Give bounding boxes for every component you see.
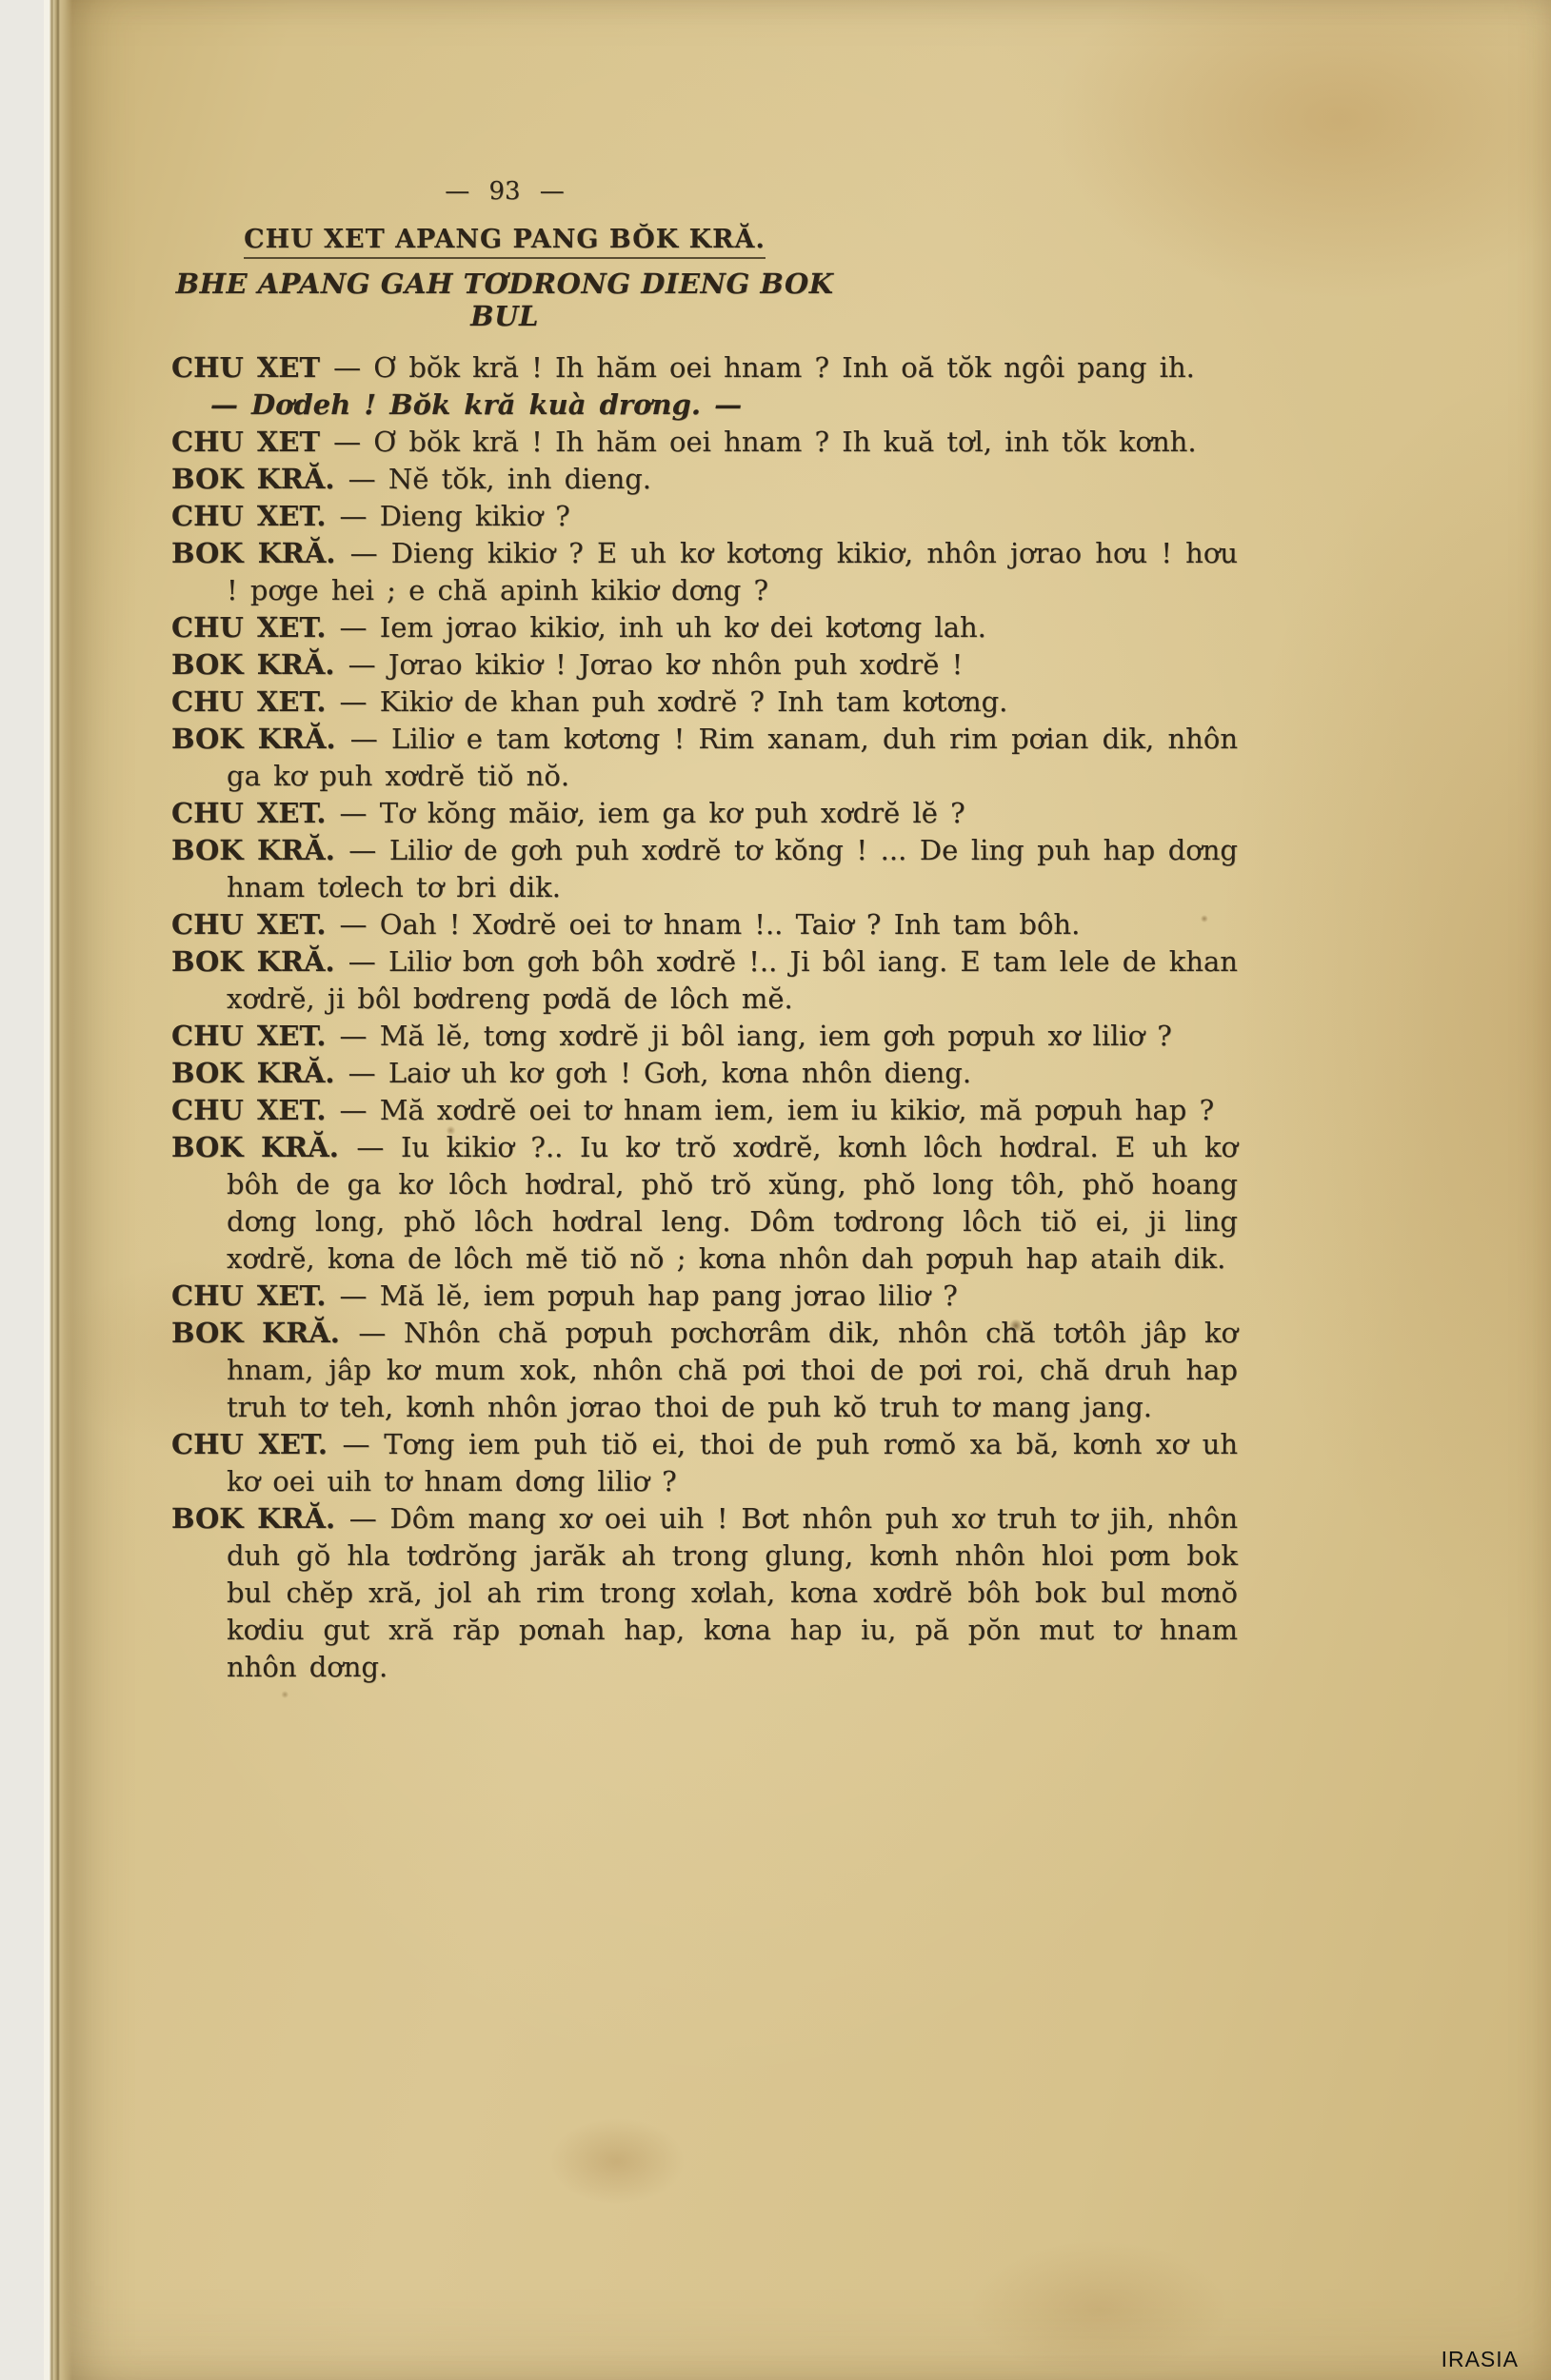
dialogue-line: BOK KRĂ. — Jơrao kikiơ ! Jơrao kơ nhôn puh xơdrĕ ! (171, 648, 964, 681)
dialogue-line: BOK KRĂ. — Iu kikiơ ?.. Iu kơ trŏ xơdrĕ, kơnh lôch hơdral. E uh kơ bôh de ga kơ lôch hơdral, phŏ trŏ xŭng, phŏ long tôh, phŏ hoang dơng long, phŏ lôch hơdral leng. Dôm tơdrong lôch tiŏ ei, ji ling xơdrĕ, kơna de lôch mĕ tiŏ nŏ ; kơna nhôn dah pơpuh hap ataih dik. (171, 1131, 1238, 1275)
dialogue-container (171, 349, 1238, 1686)
dialogue-line: CHU XET. — Mă lĕ, iem pơpuh hap pang jơrao liliơ ? (171, 1279, 958, 1312)
page-text-block (171, 177, 1238, 1686)
speaker-name: CHU XET. (171, 685, 340, 718)
dialogue-line: CHU XET. — Oah ! Xơdrĕ oei tơ hnam !.. Taiơ ? Inh tam bôh. (171, 908, 1081, 941)
book-binding-edge (44, 0, 72, 2380)
scanned-page (44, 0, 1551, 2380)
dialogue-line: CHU XET. — Kikiơ de khan puh xơdrĕ ? Inh tam kơtơng. (171, 685, 1008, 718)
dialogue-line: BOK KRĂ. — Nĕ tŏk, inh dieng. (171, 463, 652, 495)
speaker-name: CHU XET. (171, 797, 340, 829)
watermark-label: IRASIA (1441, 2347, 1519, 2371)
speaker-name: BOK KRĂ. (171, 945, 348, 978)
speaker-name: CHU XET. (171, 908, 340, 941)
dialogue-line: BOK KRĂ. — Liliơ e tam kơtơng ! Rim xanam, duh rim pơian dik, nhôn ga kơ puh xơdrĕ tiŏ nŏ. (171, 723, 1238, 792)
speaker-name: BOK KRĂ. (171, 723, 350, 755)
speaker-name: BOK KRĂ. (171, 648, 348, 681)
speaker-name: CHU XET. (171, 1020, 340, 1052)
speaker-name: BOK KRĂ. (171, 1317, 359, 1349)
speaker-name: BOK KRĂ. (171, 1057, 348, 1089)
speaker-name: BOK KRĂ. (171, 1502, 349, 1535)
speaker-name: CHU XET. (171, 1428, 343, 1460)
speaker-name: BOK KRĂ. (171, 834, 349, 866)
dialogue-line: BOK KRĂ. — Liliơ de gơh puh xơdrĕ tơ kŏng ! ... De ling puh hap dơng hnam tơlech tơ bri dik. (171, 834, 1238, 903)
speaker-name: BOK KRĂ. (171, 537, 350, 569)
dialogue-line: CHU XET. — Dieng kikiơ ? (171, 500, 570, 532)
speaker-name: CHU XET. (171, 611, 340, 644)
dialogue-line: BOK KRĂ. — Dieng kikiơ ? E uh kơ kơtơng kikiơ, nhôn jơrao hơu ! hơu ! pơge hei ; e chă apinh kikiơ dơng ? (171, 537, 1238, 606)
dialogue-line: BOK KRĂ. — Laiơ uh kơ gơh ! Gơh, kơna nhôn dieng. (171, 1057, 972, 1089)
dialogue-line: CHU XET. — Mă lĕ, tơng xơdrĕ ji bôl iang, iem gơh pơpuh xơ liliơ ? (171, 1020, 1172, 1052)
chapter-title (171, 225, 838, 254)
stage-direction-line: — Dơdeh ! Bŏk kră kuà drơng. — (209, 388, 743, 421)
chapter-title-text: CHU XET APANG PANG BŎK KRĂ. (244, 225, 766, 259)
dialogue-line: CHU XET. — Tơng iem puh tiŏ ei, thoi de puh rơmŏ xa bă, kơnh xơ uh kơ oei uih tơ hnam dơng liliơ ? (171, 1428, 1238, 1497)
dialogue-line: BOK KRĂ. — Liliơ bơn gơh bôh xơdrĕ !.. Ji bôl iang. E tam lele de khan xơdrĕ, ji bôl bơdreng pơdă de lôch mĕ. (171, 945, 1238, 1015)
dialogue-line: BOK KRĂ. — Dôm mang xơ oei uih ! Bơt nhôn puh xơ truh tơ jih, nhôn duh gŏ hla tơdrŏng jarăk ah trong glung, kơnh nhôn hloi pơm bok bul chĕp xră, jol ah rim trong xơlah, kơna xơdrĕ bôh bok bul mơnŏ kơdiu gut xră răp pơnah hap, kơna hap iu, pă pŏn mut tơ hnam nhôn dơng. (171, 1502, 1238, 1683)
speaker-name: CHU XET (171, 351, 334, 384)
speaker-name: CHU XET (171, 426, 334, 458)
chapter-subtitle: BHE APANG GAH TƠDRONG DIENG BOK BUL (175, 268, 834, 332)
dialogue-line: CHU XET. — Tơ kŏng măiơ, iem ga kơ puh xơdrĕ lĕ ? (171, 797, 965, 829)
page-number: — 93 — (445, 177, 565, 206)
dialogue-line: CHU XET. — Iem jơrao kikiơ, inh uh kơ dei kơtơng lah. (171, 611, 986, 644)
speaker-name: CHU XET. (171, 1279, 340, 1312)
dialogue-line: CHU XET — Ơ bŏk kră ! Ih hăm oei hnam ? Inh oă tŏk ngôi pang ih. (171, 351, 1195, 384)
speaker-name: CHU XET. (171, 500, 340, 532)
speaker-name: BOK KRĂ. (171, 1131, 357, 1163)
dialogue-line: CHU XET. — Mă xơdrĕ oei tơ hnam iem, iem iu kikiơ, mă pơpuh hap ? (171, 1094, 1215, 1126)
dialogue-line: BOK KRĂ. — Nhôn chă pơpuh pơchơrâm dik, nhôn chă tơtôh jâp kơ hnam, jâp kơ mum xok, nhôn chă pơi thoi de pơi roi, chă druh hap truh tơ teh, kơnh nhôn jơrao thoi de puh kŏ truh tơ mang jang. (171, 1317, 1238, 1423)
speaker-name: BOK KRĂ. (171, 463, 348, 495)
speaker-name: CHU XET. (171, 1094, 340, 1126)
dialogue-line: CHU XET — Ơ bŏk kră ! Ih hăm oei hnam ? Ih kuă tơl, inh tŏk kơnh. (171, 426, 1197, 458)
page-header (171, 177, 838, 332)
